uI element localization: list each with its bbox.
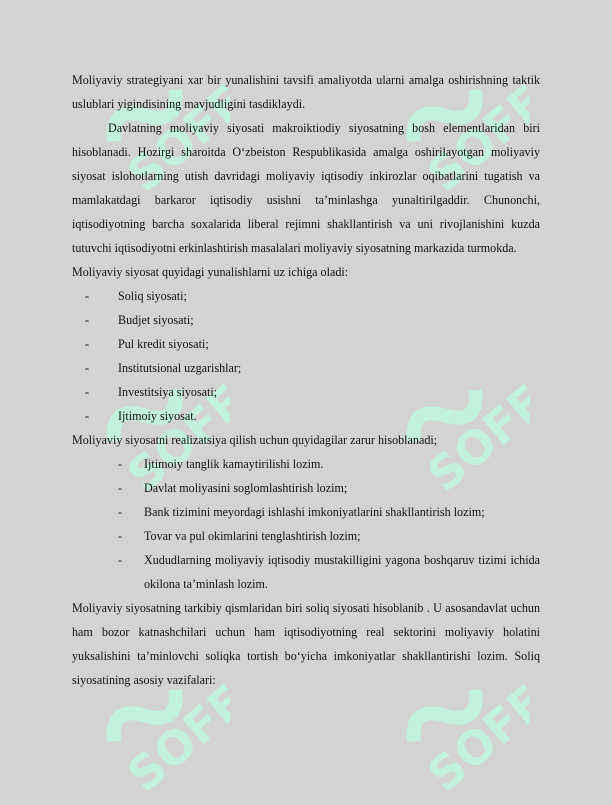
list-item: - Pul kredit siyosati; bbox=[85, 337, 209, 351]
svg-text:SOFF: SOFF bbox=[417, 73, 530, 200]
list-item: - Soliq siyosati; bbox=[85, 289, 187, 303]
paragraph-directions-intro: Moliyaviy siyosat quyidagi yunalishlarni uz ichiga oladi: bbox=[72, 265, 349, 279]
list-item: - Xududlarning moliyaviy iqtisodiy mustakilligini yagona boshqaruv tizimi ichida okilona ta’minlash lozim. bbox=[118, 553, 540, 591]
list-item: - Institutsional uzgarishlar; bbox=[85, 361, 242, 375]
paragraph-intro: Moliyaviy strategiyani xar bir yunalishini tavsifi amaliyotda ularni amalga oshirishning taktik uslublari yigindisining mavjudligini tasdiklaydi. bbox=[72, 73, 540, 111]
document-body bbox=[72, 68, 540, 692]
paragraph-tax-policy: Moliyaviy siyosatning tarkibiy qismlaridan biri soliq siyosati hisoblanib . U asosandavlat uchun ham bozor katnashchilari uchun ham iqtisodiyotning real sektorini moliyaviy holatini yuksalishini ta’minlovchi soliqka tortish bo‘yicha imkoniyatlar shakllantirishi lozim. Soliq siyosatining asosiy vazifalari: bbox=[72, 601, 540, 687]
svg-text:SOFF: SOFF bbox=[117, 73, 230, 200]
svg-text:SOFF: SOFF bbox=[117, 373, 230, 500]
directions-list bbox=[72, 284, 540, 428]
list-item: - Tovar va pul okimlarini tenglashtirish lozim; bbox=[118, 529, 361, 543]
list-item: - Investitsiya siyosati; bbox=[85, 385, 218, 399]
paragraph-requirements-intro: Moliyaviy siyosatni realizatsiya qilish uchun quyidagilar zarur hisoblanadi; bbox=[72, 433, 438, 447]
list-item: - Bank tizimini meyordagi ishlashi imkoniyatlarini shakllantirish lozim; bbox=[118, 505, 485, 519]
list-item: - Ijtimoiy siyosat. bbox=[85, 409, 197, 423]
svg-text:SOFF: SOFF bbox=[417, 373, 530, 500]
paragraph-policy: Davlatning moliyaviy siyosati makroiktiodiy siyosatning bosh elementlaridan biri hisoblanadi. Hozirgi sharoitda O‘zbeiston Respublikasida amalga oshirilayotgan moliyaviy siyosat islohotlarning utish davridagi moliyaviy iqtisodiy inkirozlar oqibatlarini tugatish va mamlakatdagi barkaror iqtisodiy usishni ta’minlashga yunaltirilgaddir. Chunonchi, iqtisodiyotning barcha soxalarida liberal rejimni shakllantirish va uni rivojlanishini kuzda tutuvchi iqtisodiyotni erkinlashtirish masalalari moliyaviy siyosatning markazida turmokda. bbox=[72, 121, 540, 255]
list-item: - Davlat moliyasini soglomlashtirish lozim; bbox=[118, 481, 348, 495]
requirements-list bbox=[72, 452, 540, 596]
svg-text:SOFF: SOFF bbox=[117, 673, 230, 800]
list-item: - Ijtimoiy tanglik kamaytirilishi lozim. bbox=[118, 457, 324, 471]
list-item: - Budjet siyosati; bbox=[85, 313, 194, 327]
svg-text:SOFF: SOFF bbox=[417, 673, 530, 800]
